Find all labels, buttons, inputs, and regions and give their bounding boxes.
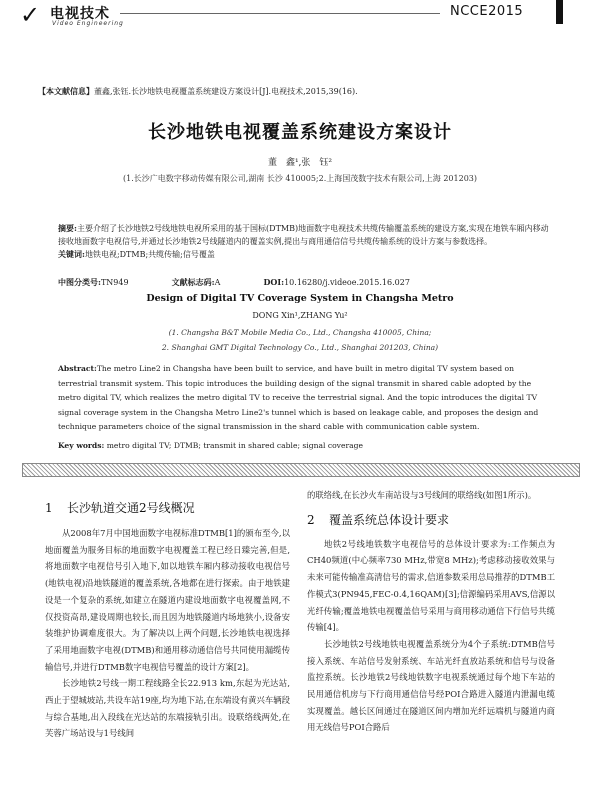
section-heading (45, 500, 290, 516)
doi-label: DOI: (263, 277, 285, 287)
header-bar (556, 0, 563, 24)
logo-check-icon: ✓ (20, 1, 41, 29)
affiliations-cn: (1.长沙广电数字移动传媒有限公司,湖南 长沙 410005;2.上海国茂数字技术有限公司,上海 201203) (123, 174, 477, 183)
conference-label: NCCE2015 (450, 4, 524, 19)
citation (38, 86, 568, 97)
section-number: 1 (45, 501, 53, 515)
clc-value: TN949 (100, 278, 129, 287)
logo-text: 电视技术 (50, 6, 110, 22)
abstract-en (58, 362, 550, 435)
keywords-cn-label: 关键词: (58, 249, 85, 259)
paragraph: 地铁2号线地铁数字电视信号的总体设计要求为:工作频点为CH40频道(中心频率730 MHz,带宽8 MHz);考虑移动接收效果与未来可能传输准高清信号的需求,信道参数采用总局推荐的DTMB工作模式3(PN945,FEC-0.4,16QAM)[3];信源编码采用AVS,信源以光纤传输;覆盖地铁电视覆盖信号采用与商用移动通信下行信号共缆传输[4]。 (307, 538, 555, 633)
classification-row (58, 277, 410, 288)
section-title: 覆盖系统总体设计要求 (329, 512, 450, 527)
section-number: 2 (307, 512, 315, 527)
abstract-cn-text: 主要介绍了长沙地铁2号线地铁电视所采用的基于国标(DTMB)地面数字电视技术共缆传输覆盖系统的建设方案,实现在地铁车厢内移动接收地面数字电视信号,并通过长沙地铁2号线隧道内的覆盖实例,提出与商用通信信号共缆传输系统的设计方案与参数选择。 (58, 224, 549, 246)
keywords-cn-text: 地铁电视;DTMB;共缆传输;信号覆盖 (84, 250, 215, 259)
abstract-cn (58, 222, 550, 261)
doc-code-label: 文献标志码: (171, 277, 215, 287)
authors-en: DONG Xin¹,ZHANG Yu² (252, 311, 348, 320)
page-title: 长沙地铁电视覆盖系统建设方案设计 (148, 122, 452, 143)
keywords-en (58, 441, 363, 450)
title-en: Design of Digital TV Coverage System in Changsha Metro (146, 293, 454, 304)
paragraph: 的联络线,在长沙火车南站设与3号线间的联络线(如图1所示)。 (307, 490, 537, 500)
abstract-en-text: The metro Line2 in Changsha have been built to service, and have built in metro digital TV system based on terrestrial transmit system. This topic introduces the building design of the signal transmit in shared cable adopted by the metro digital TV, which realizes the metro digital TV to receive the terrestrial signal. And the topic introduces the digital TV signal coverage system in the Changsha Metro Line2's tunnel which is based on leakage cable, and proposes the design and technique parameters choice of the signal transmission in the shard cable with communication cable system. (58, 364, 539, 431)
abstract-en-label: Abstract: (58, 364, 97, 373)
clc-label: 中图分类号: (58, 277, 101, 287)
keywords-en-label: Key words: (58, 441, 105, 450)
doi-value: 10.16280/j.videoe.2015.16.027 (284, 278, 410, 287)
logo-subtitle: Video Engineering (52, 20, 124, 27)
abstract-cn-label: 摘要: (58, 223, 77, 233)
paragraph: 长沙地铁2号线地铁电视覆盖系统分为4个子系统:DTMB信号接入系统、车站信号发射系统、车站光纤直放站系统和信号与设备监控系统。长沙地铁2号线地铁数字电视系统通过每个地下车站的民用通信机房与下行商用通信信号经POI合路进入隧道内泄漏电缆实现覆盖。越长区间通过在隧道区间内增加光纤远端机与隧道内商用无线信号POI合路后 (307, 638, 555, 733)
header-rule (120, 13, 440, 14)
journal-header (0, 0, 600, 34)
left-column (45, 500, 290, 742)
affiliation-en-2: 2. Shanghai GMT Digital Technology Co., Ltd., Shanghai 201203, China) (161, 343, 439, 352)
paragraph: 从2008年7月中国地面数字电视标准DTMB[1]的颁布至今,以地面覆盖为服务目标的地面数字电视覆盖工程已经日臻完善,但是,将地面数字电视信号引入地下,如以地铁车厢内移动接收电视信号(地铁电视)沿地铁隧道的覆盖系统,各地都在进行探索。由于地铁建设是一个复杂的系统,如建立在隧道内建设地面数字电视覆盖网,不仅投资高昂,建设周期也较长,而且因为地铁隧道内场地狭小,设备安装维护协调难度很大。为了解决以上两个问题,长沙地铁电视选择了采用地面数字电视(DTMB)和通用移动通信信号共同使用漏缆传输信号,并进行DTMB数字电视信号覆盖的设计方案[2]。 (45, 528, 290, 672)
decorative-banner (22, 463, 580, 477)
right-column (307, 487, 555, 736)
citation-text: 董鑫,张钰.长沙地铁电视覆盖系统建设方案设计[J].电视技术,2015,39(16). (94, 87, 358, 96)
keywords-en-text: metro digital TV; DTMB; transmit in shared cable; signal coverage (106, 441, 363, 450)
affiliation-en-1: (1. Changsha B&T Mobile Media Co., Ltd., Changsha 410005, China; (168, 328, 432, 337)
doc-code-value: A (214, 278, 221, 287)
section-heading (307, 512, 555, 528)
section-title: 长沙轨道交通2号线概况 (67, 501, 195, 515)
citation-label: 【本文献信息】 (38, 86, 94, 96)
paragraph: 长沙地铁2号线一期工程线路全长22.913 km,东起为光达站,西止于望城坡站,共设车站19座,均为地下站,在东端设有黄兴车辆段与综合基地,出入段线在光达站的东端接轨引出。设联络线两处,在芙蓉广场站设与1号线间 (45, 678, 290, 739)
authors-cn: 董 鑫¹,张 钰² (267, 158, 333, 168)
